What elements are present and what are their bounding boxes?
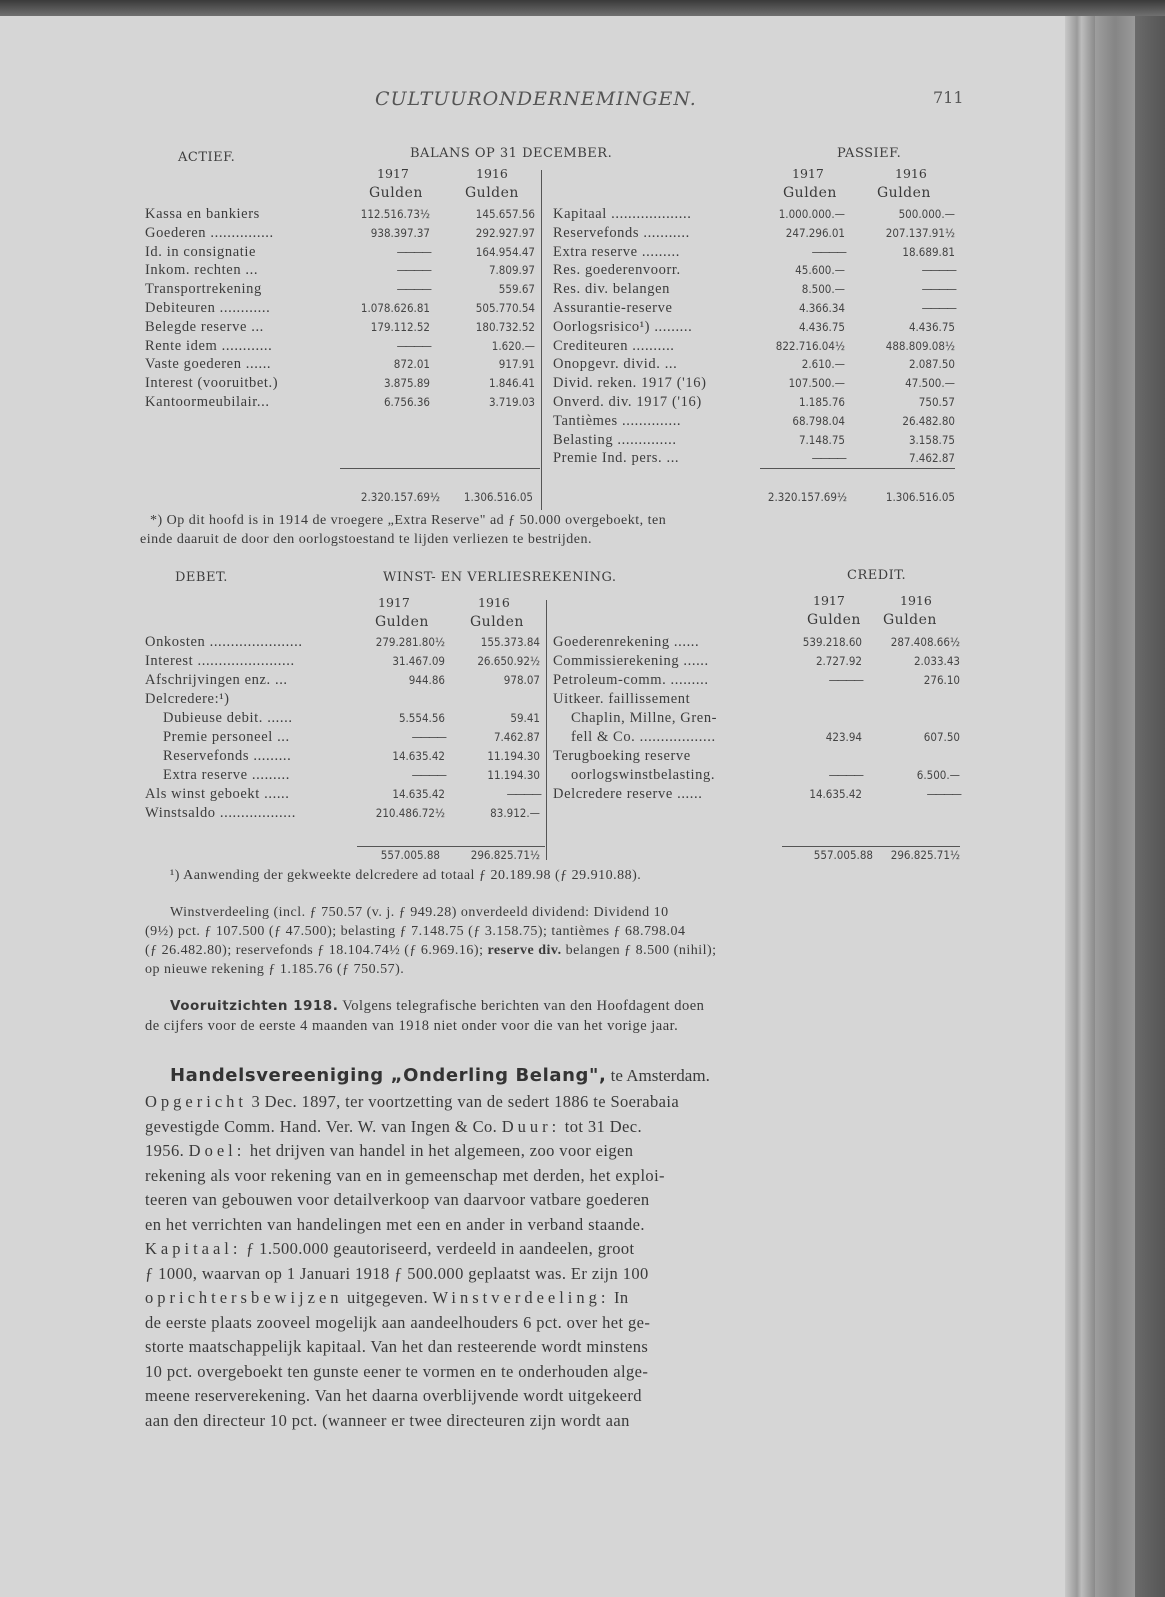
row-label: Kassa en bankiers [145,206,260,222]
text-span: ƒ 1000, waarvan op 1 Januari 1918 ƒ 500.000 geplaatst was. Er zijn 100 [145,1263,649,1283]
value-1916: 1.846.41 [488,376,535,391]
year-1916: 1916 [895,166,927,181]
row-label: Dubieuse debit. ...... [163,710,293,726]
pl-title: WINST- EN VERLIESREKENING. [383,570,617,585]
text-span: 10 pct. overgeboekt ten gunste eener te vormen en te onderhouden alge- [145,1361,649,1381]
column-divider [546,600,547,860]
text-span: meene reserverekening. Van het daarna overblijvende wordt uitgekeerd [145,1386,642,1405]
value-1916: ———— [926,787,960,801]
row-label: Divid. reken. 1917 ('16) [553,375,707,392]
row-label: Reservefonds ........... [553,224,690,241]
row-label: fell & Co. .................. [571,729,716,745]
row-label: Belasting .............. [553,431,677,448]
spaced-label: Doel: [188,1141,246,1160]
value-1917: 8.500.— [801,282,845,297]
value-1916: 607.50 [923,730,960,744]
unit-label: Gulden [883,612,937,628]
unit-label: Gulden [375,614,429,630]
row-label: Inkom. rechten ... [145,262,259,279]
scan-top-edge [0,0,1165,16]
text-span: tot 31 Dec. [560,1116,642,1136]
text-span: ƒ 1.500.000 geautoriseerd, verdeeld in aandeelen, groot [241,1239,635,1258]
total-rule [760,468,955,469]
row-label: Transportrekening [145,281,262,298]
value-1916: 3.719.03 [488,395,535,409]
value-1916: 83.912.— [490,806,540,820]
value-1917: 45.600.— [795,263,845,278]
value-1917: 31.467.09 [392,654,445,668]
row-label: Interest (vooruitbet.) [145,375,279,392]
value-1917: 1.078.626.81 [360,301,430,315]
value-1916: 11.194.30 [487,749,540,763]
row-label: Commissierekening ...... [553,653,709,669]
text-line: Winstverdeeling (incl. ƒ 750.57 (v. j. ƒ 949.28) onverdeeld dividend: Dividend 10 [170,905,669,920]
year-1917: 1917 [377,166,409,181]
text-span: en het verrichten van handelingen met een en ander in verband staande. [145,1214,645,1234]
row-label: Rente idem ............ [145,337,273,354]
total-passief-1917: 2.320.157.69½ [767,490,847,504]
total-debet-1917: 557.005.88 [380,848,440,862]
row-label: Extra reserve ......... [553,243,680,260]
value-1916: 2.033.43 [913,654,960,668]
value-1916: 155.373.84 [480,635,540,649]
value-1917: 68.798.04 [792,413,845,428]
running-head: CULTUURONDERNEMINGEN. [375,88,697,110]
row-label: Kantoormeubilair... [145,394,270,410]
value-1917: 14.635.42 [809,787,862,801]
value-1916: 488.809.08½ [885,338,955,353]
row-label: Premie Ind. pers. ... [553,450,680,467]
value-1916: 505.770.54 [475,301,535,315]
page-edge [1095,16,1135,1597]
credit-header: CREDIT. [847,568,907,583]
outlook-heading: Vooruitzichten 1918. [170,998,339,1014]
value-1917: 179.112.52 [370,319,430,334]
total-debet-1916: 296.825.71½ [470,848,540,862]
row-label: Afschrijvingen enz. ... [145,672,288,688]
value-1916: 4.436.75 [908,319,955,334]
text-line [145,1335,960,1360]
value-1916: 978.07 [503,673,540,687]
value-1916: 180.732.52 [475,319,535,334]
row-label: Extra reserve ......... [163,767,290,783]
row-label: Kapitaal ................... [553,206,692,222]
column-divider [541,170,542,510]
row-label: Als winst geboekt ...... [145,786,290,802]
company-location: te Amsterdam. [606,1066,710,1085]
value-1916: ———— [506,787,540,801]
value-1917: 5.554.56 [398,711,445,725]
value-1916: 7.462.87 [908,451,955,466]
page-number: 711 [933,88,964,107]
value-1917: 112.516.73½ [360,207,430,221]
balance-title: BALANS OP 31 DECEMBER. [410,146,613,161]
value-1917: 4.366.34 [798,301,845,315]
unit-label: Gulden [470,614,524,630]
text-span: uitgegeven. [342,1288,433,1307]
row-label: Goederenrekening ...... [553,634,700,650]
text-line [145,1360,960,1385]
book-spine-shadow [1135,16,1165,1597]
value-1916: 7.809.97 [488,263,535,278]
value-1917: 944.86 [408,673,445,687]
total-passief-1916: 1.306.516.05 [885,490,955,504]
value-1916: 1.620.— [491,338,535,353]
text-line [145,1286,960,1311]
row-label: Onopgevr. divid. ... [553,356,678,373]
value-1917: 4.436.75 [798,319,845,334]
text-span: (ƒ 26.482.80); reservefonds ƒ 18.104.74½ (ƒ 6.969.16); [145,943,488,958]
value-1917: 14.635.42 [392,749,445,763]
spaced-label: Kapitaal: [145,1239,242,1258]
value-1917: ———— [396,282,430,297]
text-line [145,1237,960,1262]
value-1917: 2.610.— [801,357,845,372]
text-line [145,1213,960,1238]
value-1916: 145.657.56 [475,207,535,221]
row-label: Onkosten ...................... [145,634,303,650]
footnote: einde daaruit de door den oorlogstoestand te lijden verliezen te bestrijden. [140,532,593,547]
text-line [145,1090,960,1115]
row-label: Onverd. div. 1917 ('16) [553,394,702,410]
text-line: op nieuwe rekening ƒ 1.185.76 (ƒ 750.57). [145,962,405,977]
footnote: ¹) Aanwending der gekweekte delcredere ad totaal ƒ 20.189.98 (ƒ 29.910.88). [170,868,642,883]
value-1916: ———— [921,301,955,315]
value-1917: 938.397.37 [370,225,430,240]
total-actief-1917: 2.320.157.69½ [360,490,440,504]
value-1917: 279.281.80½ [375,635,445,649]
row-label: oorlogswinstbelasting. [571,767,716,783]
text-span: aan den directeur 10 pct. (wanneer er twee directeuren zijn wordt aan [145,1410,630,1430]
text-line [145,1311,960,1336]
value-1917: 1.000.000.— [778,207,845,221]
text-span: teeren van gebouwen voor detailverkoop van daarvoor vatbare goederen [145,1190,650,1209]
row-label: Reservefonds ......... [163,748,292,764]
text-line [145,1262,960,1287]
text-line [145,1139,960,1164]
value-1916: 287.408.66½ [890,635,960,649]
year-1917: 1917 [378,595,410,610]
value-1916: 47.500.— [905,376,955,391]
value-1917: 6.756.36 [383,395,430,409]
text-span: Volgens telegrafische berichten van den Hoofdagent doen [338,998,705,1014]
unit-label: Gulden [807,612,861,628]
value-1917: 423.94 [825,730,862,744]
text-span: storte maatschappelijk kapitaal. Van het dan resteerende wordt minstens [145,1337,649,1356]
value-1917: 14.635.42 [392,787,445,801]
page-edge [1065,16,1095,1597]
text-line [145,941,965,960]
value-1916: 276.10 [923,673,960,687]
value-1917: 7.148.75 [798,432,845,447]
text-span: rekening als voor rekening van en in gemeenschap met derden, het exploi- [145,1165,665,1185]
year-1916: 1916 [900,593,932,608]
row-label: Goederen ............... [145,224,274,241]
total-actief-1916: 1.306.516.05 [463,490,533,504]
value-1916: 26.650.92½ [477,654,540,668]
text-line [145,1384,960,1409]
year-1916: 1916 [476,166,508,181]
value-1916: 207.137.91½ [885,225,955,240]
value-1916: 917.91 [498,357,535,372]
value-1917: ———— [828,768,862,782]
value-1916: ———— [921,263,955,278]
value-1917: 539.218.60 [802,635,862,649]
value-1916: 750.57 [918,395,955,409]
debet-header: DEBET. [175,570,228,585]
value-1917: 210.486.72½ [375,806,445,820]
unit-label: Gulden [783,185,837,201]
spaced-label: oprichtersbewijzen [145,1288,343,1307]
text-span: gevestigde Comm. Hand. Ver. W. van Ingen & Co. [145,1116,502,1136]
value-1917: ———— [828,673,862,687]
bold-span: reserve div. [487,943,562,958]
row-label: Vaste goederen ...... [145,356,272,373]
row-label: Oorlogsrisico¹) ......... [553,318,693,335]
passief-header: PASSIEF. [837,146,902,161]
row-label: Res. goederenvoorr. [553,262,681,279]
value-1916: 3.158.75 [908,432,955,447]
row-label: Uitkeer. faillissement [553,691,691,707]
value-1916: 6.500.— [916,768,960,782]
row-label: Winstsaldo .................. [145,805,296,821]
row-label: Belegde reserve ... [145,318,264,335]
value-1917: 2.727.92 [815,654,862,668]
value-1917: 822.716.04½ [775,338,845,353]
value-1917: 107.500.— [788,376,845,391]
value-1917: ———— [396,263,430,278]
text-line [145,1164,960,1189]
value-1916: 559.67 [498,282,535,297]
text-line [145,1188,960,1213]
value-1917: ———— [411,768,445,782]
value-1917: ———— [396,338,430,353]
row-label: Interest ....................... [145,653,295,669]
text-span: het drijven van handel in het algemeen, zoo voor eigen [245,1141,634,1160]
row-label: Chaplin, Millne, Gren- [571,710,718,726]
row-label: Terugboeking reserve [553,748,691,764]
total-credit-1917: 557.005.88 [813,848,873,862]
value-1916: 500.000.— [898,207,955,221]
value-1917: 872.01 [393,357,430,372]
value-1917: 3.875.89 [383,376,430,391]
spaced-label: Duur: [501,1116,561,1136]
unit-label: Gulden [369,185,423,201]
row-label: Petroleum-comm. ......... [553,672,709,688]
value-1917: ———— [396,244,430,259]
year-1917: 1917 [792,166,824,181]
text-span: 3 Dec. 1897, ter voortzetting van de sedert 1886 te Soerabaia [246,1092,680,1111]
company-name: Handelsvereeniging „Onderling Belang", [170,1065,607,1086]
unit-label: Gulden [877,185,931,201]
text-line [145,1409,960,1434]
spaced-label: Opgericht [145,1092,247,1111]
value-1917: 1.185.76 [798,395,845,409]
year-1916: 1916 [478,595,510,610]
text-span: 1956. [145,1141,189,1160]
text-span: de eerste plaats zooveel mogelijk aan aandeelhouders 6 pct. over het ge- [145,1312,651,1332]
value-1916: 7.462.87 [493,730,540,744]
actief-header: ACTIEF. [178,150,236,165]
row-label: Tantièmes .............. [553,412,682,429]
row-label: Assurantie-reserve [553,300,673,316]
text-line [170,997,704,1016]
text-span: belangen ƒ 8.500 (nihil); [561,943,717,958]
row-label: Delcredere reserve ...... [553,786,703,802]
footnote: *) Op dit hoofd is in 1914 de vroegere „Extra Reserve" ad ƒ 50.000 overgeboekt, ten [150,513,667,528]
value-1916: 164.954.47 [475,244,535,259]
value-1916: 59.41 [510,711,540,725]
total-rule [340,468,540,469]
total-credit-1916: 296.825.71½ [890,848,960,862]
row-label: Res. div. belangen [553,281,670,298]
value-1917: ———— [811,244,845,259]
value-1917: ———— [411,730,445,744]
row-label: Premie personeel ... [163,729,290,745]
unit-label: Gulden [465,185,519,201]
value-1916: 2.087.50 [908,357,955,372]
text-line [145,1115,960,1140]
row-label: Id. in consignatie [145,243,257,260]
row-label: Crediteuren .......... [553,337,675,354]
spaced-label: Winstverdeeling: [432,1288,610,1307]
value-1916: ———— [921,282,955,297]
value-1917: ———— [811,451,845,466]
value-1916: 26.482.80 [902,413,955,428]
value-1916: 292.927.97 [475,225,535,240]
row-label: Debiteuren ............ [145,300,271,316]
company-heading [170,1065,710,1086]
value-1916: 18.689.81 [902,244,955,259]
year-1917: 1917 [813,593,845,608]
text-span: In [609,1288,629,1307]
value-1916: 11.194.30 [487,768,540,782]
text-line: de cijfers voor de eerste 4 maanden van 1918 niet onder voor die van het vorige jaar. [145,1018,679,1034]
text-line: (9½) pct. ƒ 107.500 (ƒ 47.500); belasting ƒ 7.148.75 (ƒ 3.158.75); tantièmes ƒ 68.798.04 [145,924,686,939]
row-label: Delcredere:¹) [145,691,230,707]
value-1917: 247.296.01 [785,225,845,240]
